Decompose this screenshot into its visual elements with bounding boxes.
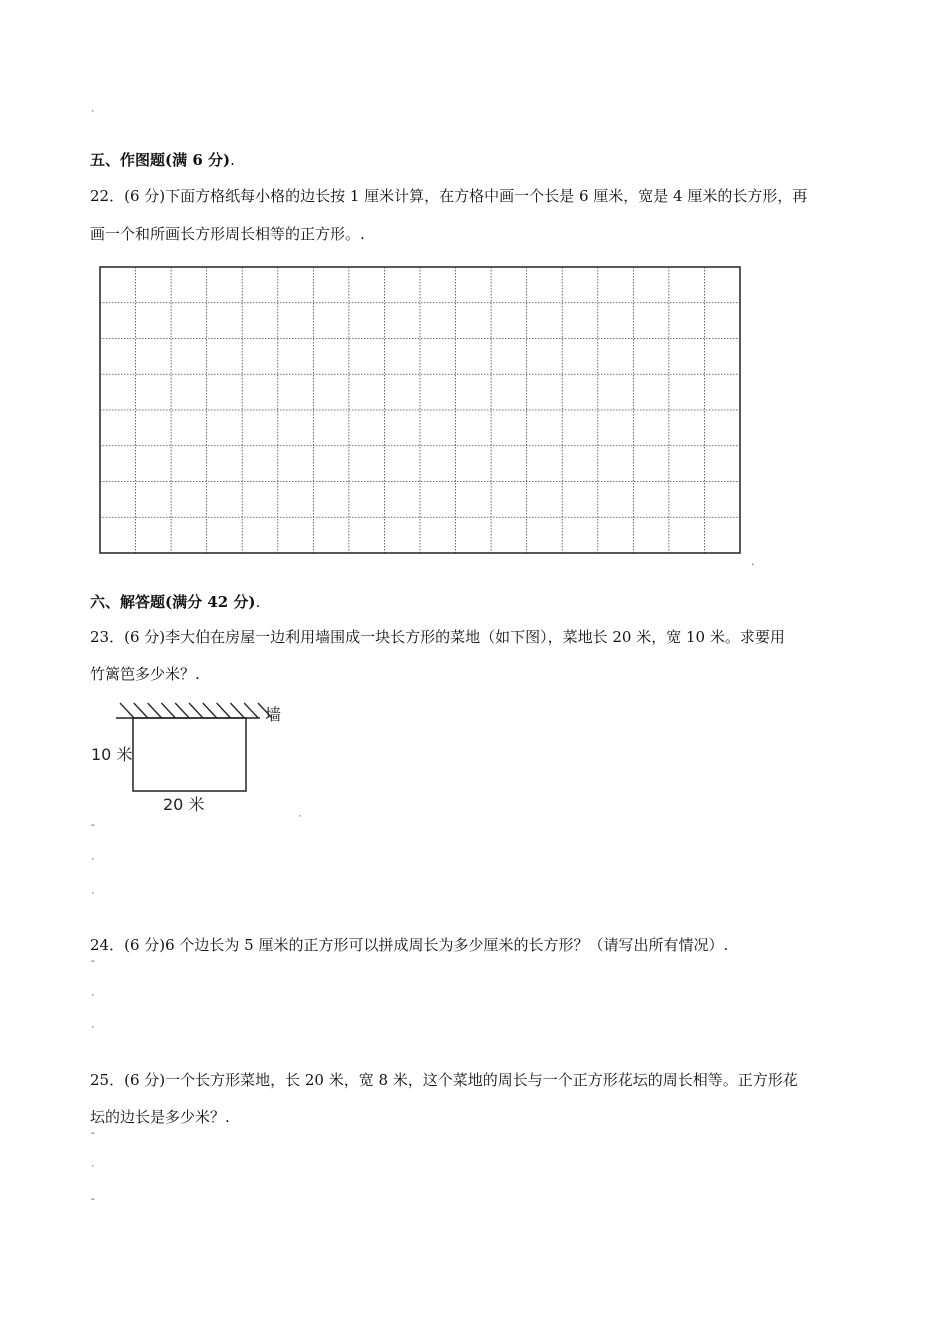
q23-line2-wrap	[90, 664, 200, 684]
answer-space-mark: ˙	[90, 891, 96, 904]
section-6-title: 六、解答题(满分 42 分)	[90, 593, 256, 611]
q24-trail: .	[723, 936, 729, 954]
wall-hatch-line	[120, 703, 134, 718]
grid-paper	[0, 0, 950, 600]
q22-line1: 22．(6 分)下面方格纸每小格的边长按 1 厘米计算，在方格中画一个长是 6 厘米，宽是 4 厘米的长方形，再	[90, 187, 808, 205]
answer-space-mark: ˙	[90, 1164, 96, 1177]
q22-line2: 画一个和所画长方形周长相等的正方形。	[90, 225, 361, 243]
answer-space-mark: ˙	[90, 993, 96, 1006]
wall-hatch-line	[148, 703, 162, 718]
q24-line1: 24．(6 分)6 个边长为 5 厘米的正方形可以拼成周长为多少厘米的长方形？（请写出所有情况）	[90, 936, 724, 954]
q23-line1: 23．(6 分)李大伯在房屋一边利用墙围成一块长方形的菜地（如下图），菜地长 20 米，宽 10 米。求要用	[90, 628, 785, 646]
answer-space-mark: ˉ	[90, 1131, 96, 1144]
wall-hatch-line	[175, 703, 189, 718]
answer-space-mark: ˉ	[90, 823, 96, 836]
q25-line1: 25．(6 分)一个长方形菜地，长 20 米，宽 8 米，这个菜地的周长与一个正方形花坛的周长相等。正方形花	[90, 1071, 798, 1089]
q22-trail: .	[360, 225, 365, 243]
length-label: 20 米	[163, 795, 205, 814]
wall-hatch-line	[189, 703, 203, 718]
wall-hatch-line	[161, 703, 175, 718]
q24-line1-wrap	[90, 935, 728, 955]
wall-hatch-line	[203, 703, 217, 718]
q25-line2: 坛的边长是多少米？	[90, 1108, 226, 1126]
q23-trail: .	[195, 665, 200, 683]
q25-line2-wrap	[90, 1107, 230, 1127]
width-label: 10 米	[91, 745, 133, 764]
answer-space-mark: ˉ	[90, 1197, 96, 1210]
q23-line2: 竹篱笆多少米？	[90, 665, 196, 683]
answer-space-mark: ˙	[90, 1025, 96, 1038]
wall-hatching	[120, 703, 272, 718]
wall-hatch-line	[134, 703, 148, 718]
answer-space-mark: ˉ	[90, 959, 96, 972]
answer-space-mark: ˙	[90, 857, 96, 870]
grid-mark: .	[751, 555, 755, 568]
q25-trail: .	[225, 1108, 230, 1126]
wall-hatch-line	[217, 703, 231, 718]
wall-label: 墙	[265, 705, 282, 724]
section-6-heading	[90, 592, 260, 612]
section-6-trail: .	[255, 593, 261, 611]
section-5-title: 五、作图题(满 6 分)	[90, 151, 231, 169]
figure-mark: ˙	[297, 814, 303, 827]
garden-rectangle	[133, 718, 246, 791]
wall-hatch-line	[230, 703, 244, 718]
paragraph-mark: ˙	[90, 109, 96, 122]
section-5-trail: .	[230, 151, 235, 169]
wall-hatch-line	[244, 703, 258, 718]
